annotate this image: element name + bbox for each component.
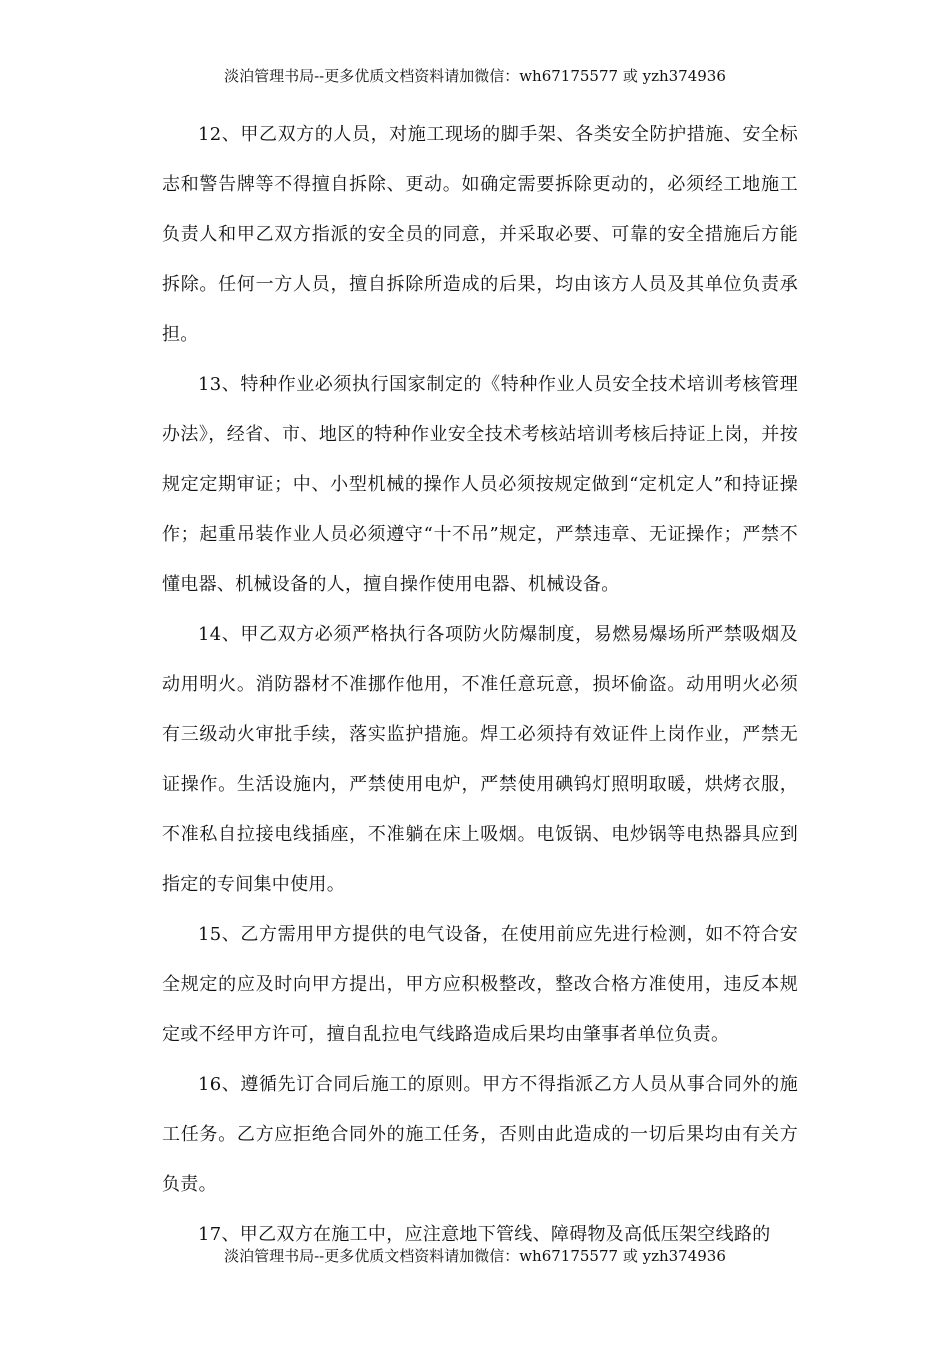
clause-16: 16、遵循先订合同后施工的原则。甲方不得指派乙方人员从事合同外的施工任务。乙方应拒绝合同外的施工任务，否则由此造成的一切后果均由有关方负责。 xyxy=(162,1074,798,1195)
clause-12: 12、甲乙双方的人员，对施工现场的脚手架、各类安全防护措施、安全标志和警告牌等不得擅自拆除、更动。如确定需要拆除更动的，必须经工地施工负责人和甲乙双方指派的安全员的同意，并采取必要、可靠的安全措施后方能拆除。任何一方人员，擅自拆除所造成的后果，均由该方人员及其单位负责承担。 xyxy=(162,124,798,345)
document-body xyxy=(162,110,798,1260)
clause-17: 17、甲乙双方在施工中，应注意地下管线、障碍物及高低压架空线路的 xyxy=(198,1224,771,1245)
clause-15: 15、乙方需用甲方提供的电气设备，在使用前应先进行检测，如不符合安全规定的应及时向甲方提出，甲方应积极整改，整改合格方准使用，违反本规定或不经甲方许可，擅自乱拉电气线路造成后果均由肇事者单位负责。 xyxy=(162,924,798,1045)
clause-13: 13、特种作业必须执行国家制定的《特种作业人员安全技术培训考核管理办法》，经省、市、地区的特种作业安全技术考核站培训考核后持证上岗，并按规定定期审证；中、小型机械的操作人员必须按规定做到“定机定人”和持证操作；起重吊装作业人员必须遵守“十不吊”规定，严禁违章、无证操作；严禁不懂电器、机械设备的人，擅自操作使用电器、机械设备。 xyxy=(162,374,798,595)
clause-14: 14、甲乙双方必须严格执行各项防火防爆制度，易燃易爆场所严禁吸烟及动用明火。消防器材不准挪作他用，不准任意玩意，损坏偷盗。动用明火必须有三级动火审批手续，落实监护措施。焊工必须持有效证件上岗作业，严禁无证操作。生活设施内，严禁使用电炉，严禁使用碘钨灯照明取暖，烘烤衣服，不准私自拉接电线插座，不准躺在床上吸烟。电饭锅、电炒锅等电热器具应到指定的专间集中使用。 xyxy=(162,624,798,895)
page-footer: 淡泊管理书局--更多优质文档资料请加微信：wh67175577 或 yzh374936 xyxy=(224,1247,726,1265)
page-header: 淡泊管理书局--更多优质文档资料请加微信：wh67175577 或 yzh374936 xyxy=(224,67,726,85)
